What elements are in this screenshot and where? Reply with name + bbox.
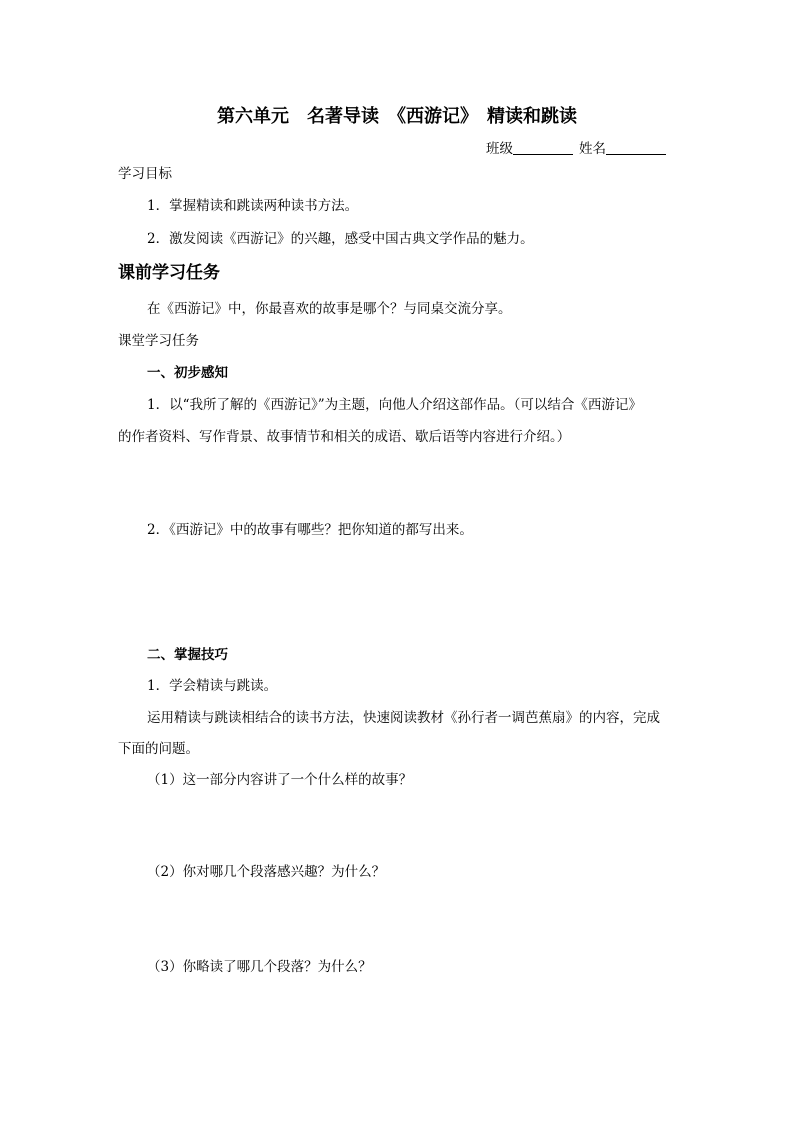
class-label: 班级 (486, 141, 513, 157)
goal-item-2: 2．激发阅读《西游记》的兴趣，感受中国古典文学作品的魅力。 (147, 231, 534, 247)
question-2: （2）你对哪几个段落感兴趣？为什么？ (147, 864, 386, 880)
pre-class-text: 在《西游记》中，你最喜欢的故事是哪个？与同桌交流分享。 (147, 301, 512, 317)
in-class-heading: 课堂学习任务 (118, 333, 199, 349)
section2-heading: 二、掌握技巧 (147, 647, 228, 663)
student-info-line (486, 140, 666, 158)
question-1: （1）这一部分内容讲了一个什么样的故事？ (147, 772, 413, 788)
page-title: 第六单元 名著导读 《西游记》 精读和跳读 (217, 106, 577, 127)
goal-item-1: 1．掌握精读和跳读两种读书方法。 (147, 198, 359, 214)
section2-intro-line2: 下面的问题。 (118, 741, 199, 757)
section1-heading: 一、初步感知 (147, 365, 228, 381)
pre-class-heading: 课前学习任务 (118, 263, 220, 283)
class-blank[interactable] (513, 140, 573, 155)
name-blank[interactable] (606, 140, 666, 155)
q2-text: 2．《西游记》中的故事有哪些？把你知道的都写出来。 (147, 522, 473, 538)
q1-line1: 1．以“我所了解的《西游记》”为主题，向他人介绍这部作品。（可以结合《西游记》 (147, 397, 642, 413)
q1-line2: 的作者资料、写作背景、故事情节和相关的成语、歇后语等内容进行介绍。） (118, 429, 571, 445)
goals-heading: 学习目标 (118, 166, 172, 182)
question-3: （3）你略读了哪几个段落？为什么？ (147, 959, 372, 975)
section2-intro-line1: 运用精读与跳读相结合的读书方法，快速阅读教材《孙行者一调芭蕉扇》的内容，完成 (147, 710, 660, 726)
name-label: 姓名 (579, 141, 606, 157)
section2-item1: 1．学会精读与跳读。 (147, 678, 278, 694)
